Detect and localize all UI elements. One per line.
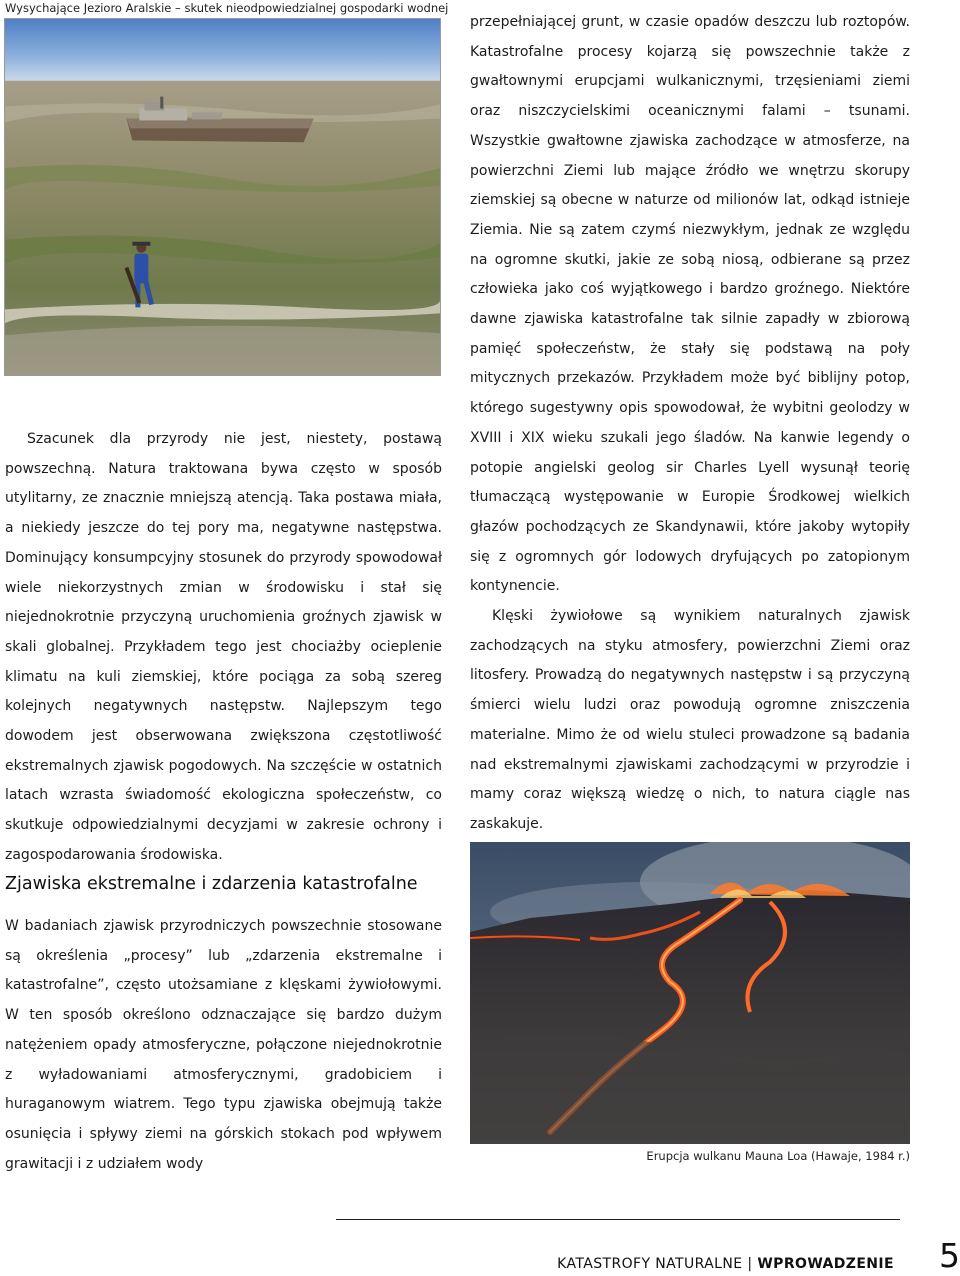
page-number: 5 bbox=[939, 1236, 960, 1275]
right-paragraph-1: przepełniającej grunt, w czasie opadów deszczu lub roztopów. Katastrofalne procesy kojarzą się powszechnie także z gwałtownymi erupcjami wulkanicznymi, trzęsieniami ziemi oraz niszczycielskimi oceanicznymi falami – tsunami. Wszystkie gwałtowne zjawiska zachodzące w atmosferze, na powierzchni Ziemi lub mające źródło we wnętrzu skorupy ziemskiej są obecne w naturze od milionów lat, odkąd istnieje Ziemia. Nie są zatem czymś niezwykłym, jednak ze względu na ogromne skutki, jakie ze sobą niosą, odbierane są przez człowieka jako coś wyjątkowego i bardzo groźnego. Niektóre dawne zjawiska katastrofalne tak silnie zapadły w zbiorową pamięć społeczeństw, że stały się podstawą na poły mitycznych przekazów. Przykładem może być biblijny potop, którego sugestywny opis spowodował, że wybitni geolodzy w XVIII i XIX wieku szukali jego śladów. Na kanwie legendy o potopie angielski geolog sir Charles Lyell wysunął teorię tłumaczącą występowanie w Europie Środkowej wielkich głazów pochodzących ze Skandynawii, które jakoby wytopiły się z ogromnych gór lodowych dryfujących po zatopionym kontynencie. bbox=[470, 14, 910, 595]
left-column-text-bottom bbox=[5, 912, 442, 1179]
section-heading: Zjawiska ekstremalne i zdarzenia katastrofalne bbox=[5, 874, 418, 894]
aral-sea-photo bbox=[4, 18, 441, 376]
left-paragraph-1: Szacunek dla przyrody nie jest, niestety, postawą powszechną. Natura traktowana bywa często w sposób utylitarny, ze znacznie mniejszą atencją. Taka postawa miała, a niekiedy jeszcze do tej pory ma, negatywne następstwa. Dominujący konsumpcyjny stosunek do przyrody spowodował wiele niekorzystnych zmian w środowisku i stał się niejednokrotnie przyczyną uruchomienia groźnych zjawisk w skali globalnej. Przykładem tego jest chociażby ocieplenie klimatu na kuli ziemskiej, które pociąga za sobą szereg kolejnych negatywnych następstw. Najlepszym tego dowodem jest obserwowana zwiększona częstotliwość ekstremalnych zjawisk pogodowych. Na szczęście w ostatnich latach wzrasta świadomość ekologiczna społeczeństw, co skutkuje odpowiedzialnymi decyzjami w zakresie ochrony i zagospodarowania środowiska. bbox=[5, 431, 442, 863]
photo-caption-aral: Wysychające Jezioro Aralskie – skutek nieodpowiedzialnej gospodarki wodnej bbox=[5, 1, 449, 15]
mauna-loa-eruption-photo bbox=[470, 842, 910, 1144]
footer-series: KATASTROFY NATURALNE bbox=[557, 1256, 743, 1272]
footer-separator: | bbox=[747, 1256, 753, 1272]
footer-rule bbox=[336, 1219, 900, 1220]
right-paragraph-2: Klęski żywiołowe są wynikiem naturalnych zjawisk zachodzących na styku atmosfery, powierzchni Ziemi oraz litosfery. Prowadzą do negatywnych następstw i są przyczyną śmierci wielu ludzi oraz powodują ogromne zniszczenia materialne. Mimo że od wielu stuleci prowadzone są badania nad ekstremalnymi zjawiskami zachodzącymi w przyrodzie i mamy coraz większą wiedzę o nich, to natura ciągle nas zaskakuje. bbox=[470, 608, 910, 832]
left-column-text-top bbox=[5, 425, 442, 871]
right-column-text bbox=[470, 8, 910, 840]
footer-section: WPROWADZENIE bbox=[757, 1256, 894, 1272]
running-footer bbox=[557, 1256, 894, 1272]
photo-caption-volcano: Erupcja wulkanu Mauna Loa (Hawaje, 1984 r.) bbox=[646, 1149, 910, 1163]
left-paragraph-2: W badaniach zjawisk przyrodniczych powszechnie stosowane są określenia „procesy” lub „zdarzenia ekstremalne i katastrofalne”, często utożsamiane z klęskami żywiołowymi. W ten sposób określono odznaczające się bardzo dużym natężeniem opady atmosferyczne, połączone niejednokrotnie z wyładowaniami atmosferycznymi, gradobiciem i huraganowym wiatrem. Tego typu zjawiska obejmują także osunięcia i spływy ziemi na górskich stokach pod wpływem grawitacji i z udziałem wody bbox=[5, 918, 442, 1172]
